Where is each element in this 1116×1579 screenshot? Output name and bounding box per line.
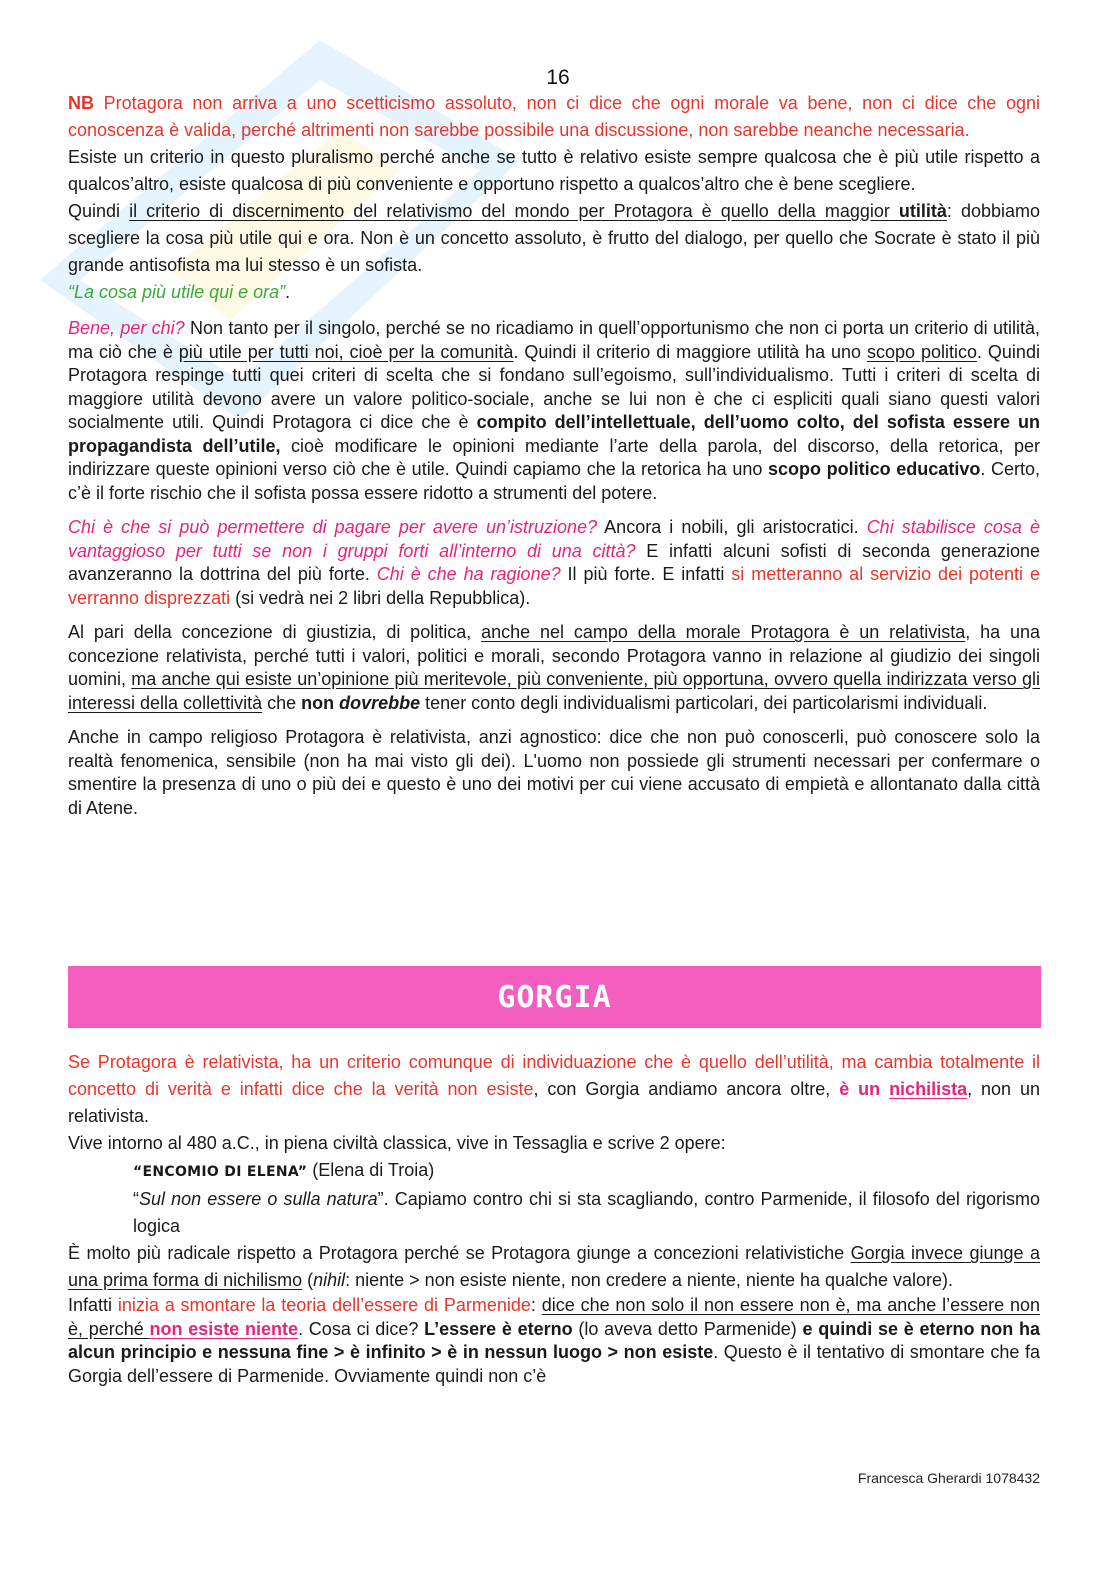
page-number: 16 bbox=[546, 66, 570, 89]
nichilismo-paragraph: È molto più radicale rispetto a Protagora perché se Protagora giunge a concezioni relativistiche Gorgia invece giunge a una prima forma di nichilismo (nihil: niente > non esiste niente, non credere a niente, niente ha qualche valore). bbox=[68, 1243, 1040, 1290]
protagora-section bbox=[68, 90, 1040, 820]
utile-quote: “La cosa più utile qui e ora”. bbox=[68, 282, 291, 302]
morale-paragraph: Al pari della concezione di giustizia, di politica, anche nel campo della morale Protagora è un relativista, ha una concezione relativista, perché tutti i valori, politici e morali, secondo Protagora vanno in relazione al giudizio dei singoli uomini, ma anche qui esiste un’opinione più meritevole, più conveniente, più opportuna, ovvero quella indirizzata verso gli interessi della collettività che non dovrebbe tener conto degli individualismi particolari, dei particolarismi individuali. bbox=[68, 622, 1040, 713]
work-non-essere: “Sul non essere o sulla natura”. Capiamo contro chi si sta scagliando, contro Parmenide, il filosofo del rigorismo logica bbox=[133, 1189, 1040, 1236]
nb-paragraph: NB Protagora non arriva a uno scetticismo assoluto, non ci dice che ogni morale va bene, non ci dice che ogni conoscenza è valida, perché altrimenti non sarebbe possibile una discussione, non sarebbe neanche necessaria. bbox=[68, 93, 1040, 140]
istruzione-paragraph: Chi è che si può permettere di pagare per avere un’istruzione? Ancora i nobili, gli aristocratici. Chi stabilisce cosa è vantaggioso per tutti se non i gruppi forti all’interno di una città? E infatti alcuni sofisti di seconda generazione avanzeranno la dottrina del più forte. Chi è che ha ragione? Il più forte. E infatti si metteranno al servizio dei potenti e verranno disprezzati (si vedrà nei 2 libri della Repubblica). bbox=[68, 517, 1041, 608]
gorgia-intro-paragraph: Se Protagora è relativista, ha un criterio comunque di individuazione che è quello dell’utilità, ma cambia totalmente il concetto di verità e infatti dice che la verità non esiste, con Gorgia andiamo ancora oltre, è un nichilista, non un relativista. bbox=[68, 1052, 1041, 1126]
section-title: GORGIA bbox=[497, 979, 612, 1015]
gorgia-life-paragraph: Vive intorno al 480 a.C., in piena civiltà classica, vive in Tessaglia e scrive 2 opere: bbox=[68, 1133, 726, 1153]
utilita-paragraph: Quindi il criterio di discernimento del relativismo del mondo per Protagora è quello della maggior utilità: dobbiamo scegliere la cosa più utile qui e ora. Non è un concetto assoluto, è frutto del dialogo, per quello che Socrate è stato il più grande antisofista ma lui stesso è un sofista. bbox=[68, 201, 1040, 275]
bene-per-chi-paragraph: Bene, per chi? Non tanto per il singolo, perché se no ricadiamo in quell’opportunismo che non ci porta un criterio di utilità, ma ciò che è più utile per tutti noi, cioè per la comunità. Quindi il criterio di maggiore utilità ha uno scopo politico. Quindi Protagora respinge tutti quei criteri di scelta che si fondano sull’egoismo, sull’individualismo. Tutti i criteri di scelta di maggiore utilità devono avere un valore politico-sociale, anche se lui non è che ci espliciti quali siano questi valori socialmente utili. Quindi Protagora ci dice che è compito dell’intellettuale, dell’uomo colto, del sofista essere un propagandista dell’utile, cioè modificare le opinioni mediante l’arte della parola, del discorso, della retorica, per indirizzare queste opinioni verso ciò che è utile. Quindi capiamo che la retorica ha uno scopo politico educativo. Certo, c’è il forte rischio che il sofista possa essere ridotto a strumenti del potere. bbox=[68, 318, 1040, 503]
parmenide-paragraph: Infatti inizia a smontare la teoria dell’essere di Parmenide: dice che non solo il non essere non è, ma anche l’essere non è, perché non esiste niente. Cosa ci dice? L’essere è eterno (lo aveva detto Parmenide) e quindi se è eterno non ha alcun principio e nessuna fine > è infinito > è in nessun luogo > non esiste. Questo è il tentativo di smontare che fa Gorgia dell’essere di Parmenide. Ovviamente quindi non c’è bbox=[68, 1295, 1040, 1386]
criterio-paragraph: Esiste un criterio in questo pluralismo perché anche se tutto è relativo esiste sempre qualcosa che è più utile rispetto a qualcos’altro, esiste qualcosa di più conveniente e opportuno rispetto a qualcos’altro che è bene scegliere. bbox=[68, 147, 1040, 194]
footer-author: Francesca Gherardi 1078432 bbox=[857, 1470, 1040, 1486]
work-encomio: “ENCOMIO DI ELENA” (Elena di Troia) bbox=[133, 1160, 435, 1180]
gorgia-section bbox=[68, 1049, 1040, 1388]
religione-paragraph: Anche in campo religioso Protagora è relativista, anzi agnostico: dice che non può conoscerli, può conoscere solo la realtà fenomenica, sensibile (non ha mai visto gli dei). L'uomo non possiede gli strumenti necessari per confermare o smentire la presenza di uno o più dei e questo è uno dei motivi per cui viene accusato di empietà e allontanato dalla città di Atene. bbox=[68, 727, 1040, 818]
section-banner bbox=[68, 966, 1041, 1028]
